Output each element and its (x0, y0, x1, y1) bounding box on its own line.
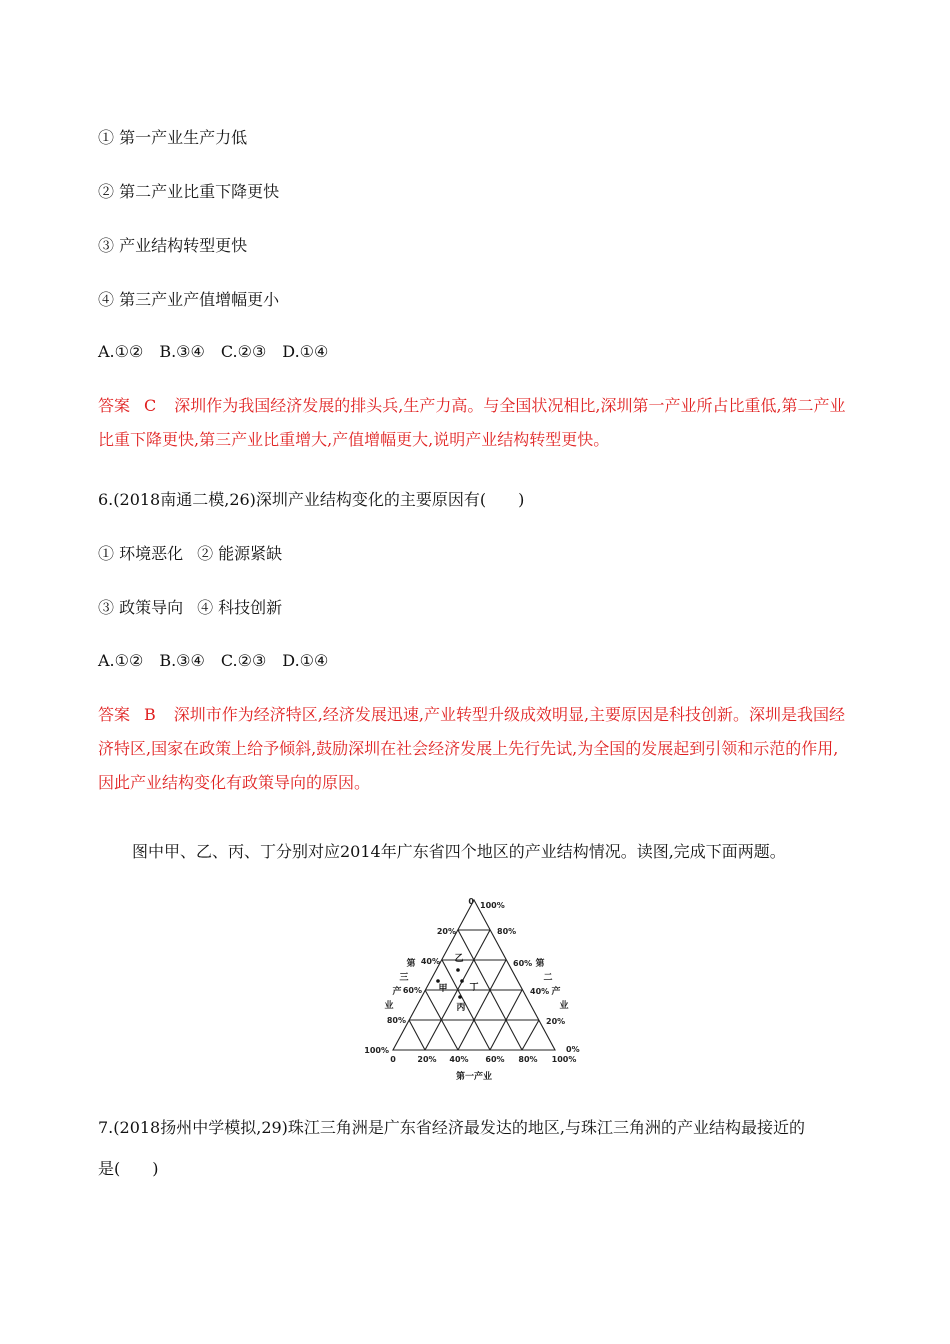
q7-stem-line-2: 是( ) (98, 1159, 159, 1178)
q6-options-row-1 (98, 544, 282, 564)
left-tick: 100% (364, 1046, 389, 1055)
svg-text:第: 第 (535, 959, 545, 969)
right-tick: 80% (497, 927, 517, 936)
q6-option-3: ③ 政策导向 (98, 598, 184, 617)
q5-answer (98, 389, 848, 457)
label-bing: 丙 (456, 1003, 466, 1013)
right-tick: 0% (566, 1045, 580, 1054)
q6-stem: 6.(2018南通二模,26)深圳产业结构变化的主要原因有( ) (98, 490, 525, 509)
bottom-axis-title: 第一产业 (455, 1072, 493, 1082)
point-bing (458, 995, 462, 999)
q6-choices: A.①② B.③④ C.②③ D.①④ (98, 651, 329, 670)
bottom-tick: 40% (449, 1055, 469, 1064)
point-yi (456, 968, 460, 972)
svg-text:业: 业 (384, 1001, 394, 1011)
q5-option-4: ④ 第三产业产值增幅更小 (98, 290, 280, 309)
triangle-grid (393, 900, 555, 1050)
left-tick: 0 (468, 897, 474, 906)
right-tick: 60% (513, 959, 533, 968)
svg-text:第: 第 (406, 959, 416, 969)
svg-text:三: 三 (399, 973, 409, 983)
answer-letter: C (144, 396, 157, 415)
q5-choices: A.①② B.③④ C.②③ D.①④ (98, 342, 329, 361)
answer-text: 深圳作为我国经济发展的排头兵,生产力高。与全国状况相比,深圳第一产业所占比重低,第二产业比重下降更快,第三产业比重增大,产值增幅更大,说明产业结构转型更快。 (98, 396, 846, 449)
answer-label: 答案 (98, 396, 131, 415)
bottom-tick: 0 (390, 1055, 396, 1064)
q5-option-1: ① 第一产业生产力低 (98, 128, 248, 147)
right-tick: 40% (530, 987, 550, 996)
q5-option-3: ③ 产业结构转型更快 (98, 236, 248, 255)
label-ding: 丁 (469, 983, 479, 993)
answer-letter: B (144, 705, 156, 724)
label-yi: 乙 (454, 954, 464, 964)
point-ding (460, 979, 464, 983)
left-tick: 60% (402, 986, 422, 995)
q6-options-row-2 (98, 598, 282, 618)
bottom-tick: 80% (518, 1055, 538, 1064)
svg-text:二: 二 (543, 973, 553, 983)
answer-label: 答案 (98, 705, 131, 724)
svg-text:业: 业 (559, 1001, 569, 1011)
figure-intro: 图中甲、乙、丙、丁分别对应2014年广东省四个地区的产业结构情况。读图,完成下面两题。 (132, 842, 786, 861)
right-tick: 100% (480, 901, 505, 910)
answer-text: 深圳市作为经济特区,经济发展迅速,产业转型升级成效明显,主要原因是科技创新。深圳是我国经济特区,国家在政策上给予倾斜,鼓励深圳在社会经济发展上先行先试,为全国的发展起到引领和示范的作用,因此产业结构变化有政策导向的原因。 (98, 705, 846, 792)
left-tick: 80% (386, 1016, 406, 1025)
point-jia (436, 979, 440, 983)
label-jia: 甲 (438, 984, 448, 994)
left-tick: 40% (420, 957, 440, 966)
svg-text:产: 产 (392, 987, 402, 997)
right-tick: 20% (546, 1017, 566, 1026)
q6-option-2: ② 能源紧缺 (197, 544, 283, 563)
left-axis-title (384, 957, 415, 1011)
bottom-tick: 20% (417, 1055, 437, 1064)
q6-answer (98, 698, 848, 800)
q5-option-2: ② 第二产业比重下降更快 (98, 182, 280, 201)
q6-option-4: ④ 科技创新 (197, 598, 283, 617)
left-tick: 20% (436, 927, 456, 936)
q7-stem-line-1: 7.(2018扬州中学模拟,29)珠江三角洲是广东省经济最发达的地区,与珠江三角洲的产业结构最接近的 (98, 1118, 806, 1137)
right-axis-title (535, 957, 568, 1011)
bottom-tick: 100% (551, 1055, 577, 1064)
q6-option-1: ① 环境恶化 (98, 544, 184, 563)
bottom-tick: 60% (485, 1055, 505, 1064)
svg-text:产: 产 (551, 987, 561, 997)
